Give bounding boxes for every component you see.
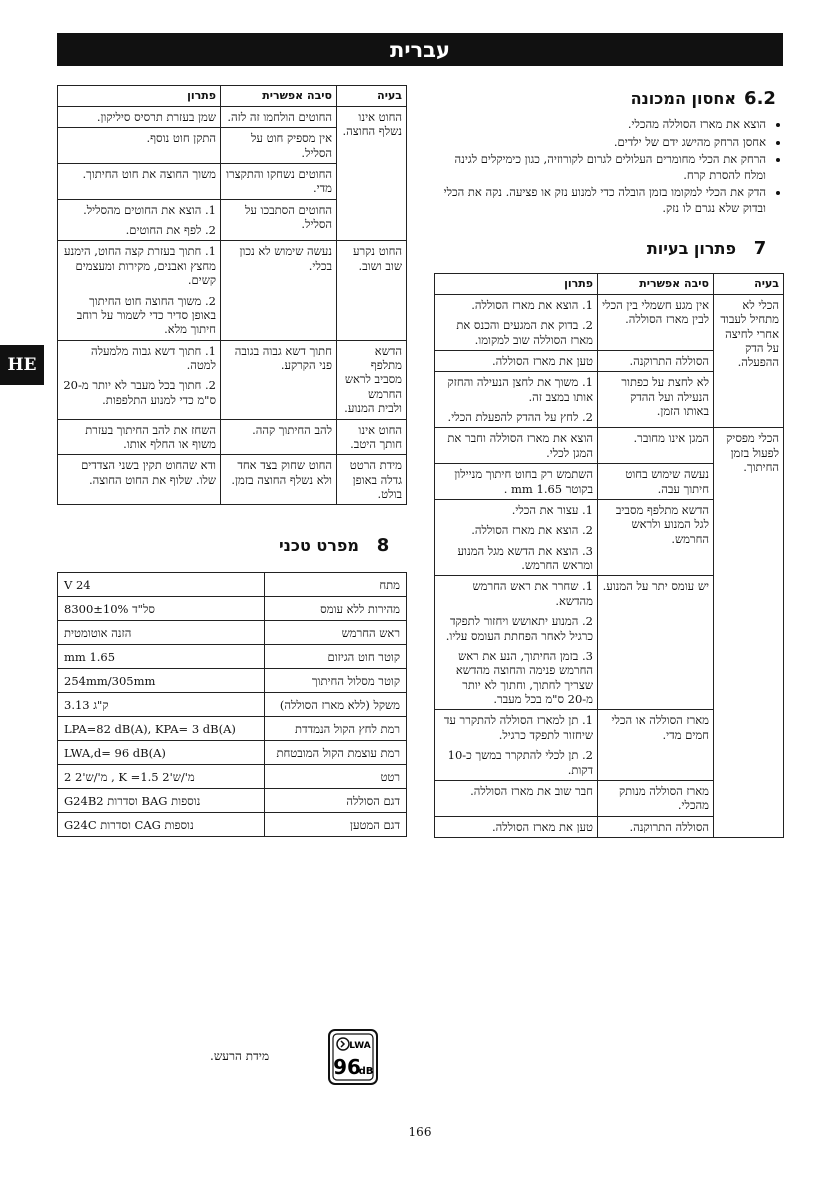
spec-row — [58, 693, 407, 717]
spec-label: משקל (ללא מארז הסוללה) — [265, 693, 407, 717]
spec-label: מהירות ללא עומס — [265, 597, 407, 621]
spec-row — [58, 597, 407, 621]
solution-cell — [435, 372, 598, 428]
solution-cell — [58, 128, 221, 164]
spec-row — [58, 741, 407, 765]
spec-value: G24B2 וסדרות BAG נוספות — [58, 789, 265, 813]
section-title: אחסון המכונה — [630, 89, 736, 108]
cause-cell: מארז הסוללה מנותק מהכלי. — [598, 780, 714, 816]
cause-cell: נעשה שימוש בחוט חיתוך עבה. — [598, 464, 714, 500]
cause-cell: החוטים הסתבכו על הסליל. — [221, 199, 337, 241]
table-row — [58, 241, 407, 340]
solution-step: 1. שחרר את ראש החרמש מהדשא. — [472, 579, 593, 608]
cause-cell: החוטים הולחמו זה לזה. — [221, 106, 337, 127]
storage-bullet: • הדק את הכלי למקומו בזמן הובלה כדי למנוע נזק או פציעה. נקה את הכלי ובדוק שלא נגרם לו נזק. — [434, 185, 766, 216]
spec-label: מתח — [265, 573, 407, 597]
spec-row — [58, 813, 407, 837]
spec-row — [58, 645, 407, 669]
spec-label: ראש החרמש — [265, 621, 407, 645]
solution-cell — [58, 199, 221, 241]
solution-cell — [435, 780, 598, 816]
cause-cell: המגן אינו מחובר. — [598, 428, 714, 464]
section-6-2-heading — [434, 88, 784, 109]
section-8-heading — [57, 535, 407, 556]
spec-label: קוטר מסלול החיתוך — [265, 669, 407, 693]
solution-cell — [58, 241, 221, 340]
spec-label: רמת עוצמת הקול המובטחת — [265, 741, 407, 765]
solution-cell — [435, 294, 598, 350]
spec-row — [58, 717, 407, 741]
solution-step: 1. משוך את לחצן הנעילה והחזק אותו במצב זה. — [447, 375, 593, 404]
solution-cell — [58, 340, 221, 419]
column-header: פתרון — [435, 274, 598, 295]
solution-step: שמן בעזרת תרסיס סיליקון. — [96, 109, 216, 124]
section-title: פתרון בעיות — [646, 239, 736, 259]
spec-label: דגם הסוללה — [265, 789, 407, 813]
problem-cell: הכלי מפסיק לפעול בזמן החיתוך. — [714, 428, 784, 838]
storage-bullet: • הרחק את הכלי מחומרים העלולים לגרום לקורוזיה, כגון כימיקלים לגינה ומלח להסרת קרח. — [434, 152, 766, 183]
solution-step: ודא שהחוט תקין בשני הצדדים שלו. שלוף את החוט החוצה. — [81, 458, 216, 487]
solution-step: השתמש רק בחוט חיתוך מניילון בקוטר 1.65 mm . — [454, 467, 593, 496]
spec-row — [58, 789, 407, 813]
solution-step: 2. לפף את החוטים. — [125, 223, 216, 237]
cause-cell: חתוך דשא גבוה בגובה פני הקרקע. — [221, 340, 337, 419]
solution-step: 1. חתוך בעזרת קצה החוט, הימנע מחצץ ואבנים, מקירות ומעצמים קשים. — [63, 244, 216, 288]
storage-bullet: • הוצא את מארז הסוללה מהכלי. — [434, 117, 766, 133]
table-row — [58, 419, 407, 455]
solution-cell — [435, 499, 598, 576]
table-row — [58, 340, 407, 419]
spec-value: 3.13 ק"ג — [58, 693, 265, 717]
solution-step: 1. תן למארז הסוללה להתקרר עד שיחזור לתפקד כרגיל. — [443, 713, 593, 742]
solution-step: 2. המנוע יתאושש ויחזור לתפקד כרגיל לאחר הפחתת העומס עליו. — [445, 614, 593, 643]
solution-step: 2. חתוך בכל מעבר לא יותר מ-20 ס"מ כדי למנוע התלפפות. — [63, 378, 216, 407]
cause-cell: אין מספיק חוט על הסליל. — [221, 128, 337, 164]
table-row — [435, 294, 784, 350]
cause-cell: החוט שחוק בצד אחד ולא נשלף החוצה בזמן. — [221, 455, 337, 505]
storage-bullet: • אחסן הרחק מהישג ידם של ילדים. — [434, 135, 766, 151]
spec-label: קוטר חוט הגיזום — [265, 645, 407, 669]
solution-step: טען את מארז הסוללה. — [492, 353, 593, 368]
solution-cell — [58, 419, 221, 455]
badge-top: LWA — [349, 1041, 371, 1051]
solution-step: 2. משוך החוצה חוט החיתוך באופן סדיר כדי לשמור על רוחב חיתוך מלא. — [76, 293, 216, 337]
cause-cell: מארז הסוללה או הכלי חמים מדי. — [598, 710, 714, 781]
solution-step: משוך החוצה את חוט החיתוך. — [82, 166, 216, 181]
solution-cell — [58, 163, 221, 199]
spec-value: mm 1.65 — [58, 645, 265, 669]
solution-step: 1. חתוך דשא גבוה מלמעלה למטה. — [90, 343, 216, 372]
column-header: סיבה אפשרית — [598, 274, 714, 295]
solution-cell — [58, 106, 221, 127]
spec-row — [58, 765, 407, 789]
column-header: פתרון — [58, 86, 221, 107]
table-row — [58, 106, 407, 127]
solution-step: 1. הוצא את החוטים מהסליל. — [83, 202, 216, 217]
spec-row — [58, 669, 407, 693]
problem-cell: החוט נקרע שוב ושוב. — [337, 241, 407, 340]
cause-cell: החוטים נשחקו והתקצרו מדי. — [221, 163, 337, 199]
solution-cell — [435, 428, 598, 464]
spec-label: רמת לחץ הקול הנמדדת — [265, 717, 407, 741]
page-number: 166 — [408, 1125, 432, 1139]
solution-step: 3. בזמן החיתוך, הנע את ראש החרמש פנימה והחוצה מהדשא שצריך לחתוך, וחתוך לא יותר מ-20 ס"מ בכל מעבר. — [455, 648, 593, 707]
table-row — [58, 455, 407, 505]
left-column — [57, 85, 407, 837]
language-code: HE — [7, 355, 37, 375]
noise-level-icon — [328, 1029, 378, 1085]
badge-unit: dB — [358, 1066, 374, 1077]
solution-step: 1. הוצא את מארז הסוללה. — [471, 297, 593, 312]
spec-row — [58, 573, 407, 597]
spec-value: 8300±10% סל"ד — [58, 597, 265, 621]
section-number: 7 — [753, 238, 767, 260]
table-header-row — [58, 86, 407, 107]
solution-step: השחז את להב החיתוך בעזרת משוף או החלף אותו. — [85, 422, 216, 451]
solution-cell — [58, 455, 221, 505]
solution-cell — [435, 350, 598, 371]
solution-step: 2. בדוק את המגעים והכנס את מארז הסוללה שוב למקומו. — [456, 318, 593, 347]
solution-step: הוצא את מארז הסוללה וחבר את המגן לכלי. — [447, 431, 593, 460]
cause-cell: הדשא מתלפף מסביב לגל המנוע ולראש החרמש. — [598, 499, 714, 576]
column-header: סיבה אפשרית — [221, 86, 337, 107]
column-header: בעיה — [714, 274, 784, 295]
right-column — [434, 88, 784, 838]
troubleshooting-table-continued — [57, 85, 407, 505]
solution-step: 2. לחץ על ההדק להפעלת הכלי. — [447, 410, 593, 425]
section-7-heading — [434, 238, 784, 259]
solution-step: 3. הוצא את הדשא מגל המנוע ומראש החרמש. — [457, 543, 593, 573]
spec-value: LPA=82 dB(A), KPA= 3 dB(A) — [58, 717, 265, 741]
solution-cell — [435, 816, 598, 837]
solution-cell — [435, 464, 598, 500]
solution-step: 2. תן לכלי להתקרר במשך כ-10 דקות. — [447, 748, 593, 777]
spec-value: G24C וסדרות CAG נוספות — [58, 813, 265, 837]
cause-cell: נעשה שימוש לא נכון בכלי. — [221, 241, 337, 340]
problem-cell: החוט אינו חותך היטב. — [337, 419, 407, 455]
spec-table — [57, 572, 407, 837]
badge-value: 96 — [333, 1055, 361, 1079]
language-tab — [0, 345, 44, 385]
spec-row — [58, 621, 407, 645]
noise-caption: מידת הרעש. — [210, 1049, 270, 1063]
section-number: 6.2 — [744, 88, 776, 109]
spec-value: LWA,d= 96 dB(A) — [58, 741, 265, 765]
cause-cell: יש עומס יתר על המנוע. — [598, 576, 714, 710]
solution-cell — [435, 576, 598, 710]
solution-step: התקן חוט נוסף. — [146, 131, 216, 146]
table-header-row — [435, 274, 784, 295]
cause-cell: לא לחצת על כפתור הנעילה ועל ההדק באותו הזמן. — [598, 372, 714, 428]
troubleshooting-table — [434, 273, 784, 838]
spec-value: 254mm/305mm — [58, 669, 265, 693]
table-row — [435, 428, 784, 464]
language-title: עברית — [390, 37, 450, 62]
problem-cell: מידת הרטט גדלה באופן בולט. — [337, 455, 407, 505]
solution-cell — [435, 710, 598, 781]
problem-cell: החוט אינו נשלף החוצה. — [337, 106, 407, 241]
spec-value: הזנה אוטומטית — [58, 621, 265, 645]
cause-cell: אין מגע חשמלי בין הכלי לבין מארז הסוללה. — [598, 294, 714, 350]
section-title: מפרט טכני — [278, 536, 359, 556]
spec-value: V 24 — [58, 573, 265, 597]
problem-cell: הדשא מתלפף מסביב לראש החרמש ולבית המנוע. — [337, 340, 407, 419]
section-number: 8 — [376, 535, 390, 557]
cause-cell: הסוללה התרוקנה. — [598, 350, 714, 371]
spec-value: 2 מ'/ש'2 , K =1.5 מ'/ש'2 — [58, 765, 265, 789]
column-header: בעיה — [337, 86, 407, 107]
language-header — [57, 33, 783, 66]
solution-step: טען את מארז הסוללה. — [492, 819, 593, 834]
cause-cell: להב החיתוך קהה. — [221, 419, 337, 455]
solution-step: חבר שוב את מארז הסוללה. — [470, 783, 593, 798]
solution-step: 1. עצור את הכלי. — [511, 502, 593, 517]
cause-cell: הסוללה התרוקנה. — [598, 816, 714, 837]
spec-label: רטט — [265, 765, 407, 789]
storage-list — [434, 117, 784, 216]
solution-step: 2. הוצא את מארז הסוללה. — [471, 523, 593, 538]
problem-cell: הכלי לא מתחיל לעבוד אחרי לחיצה על הדק ההפעלה. — [714, 294, 784, 428]
spec-label: דגם המטען — [265, 813, 407, 837]
